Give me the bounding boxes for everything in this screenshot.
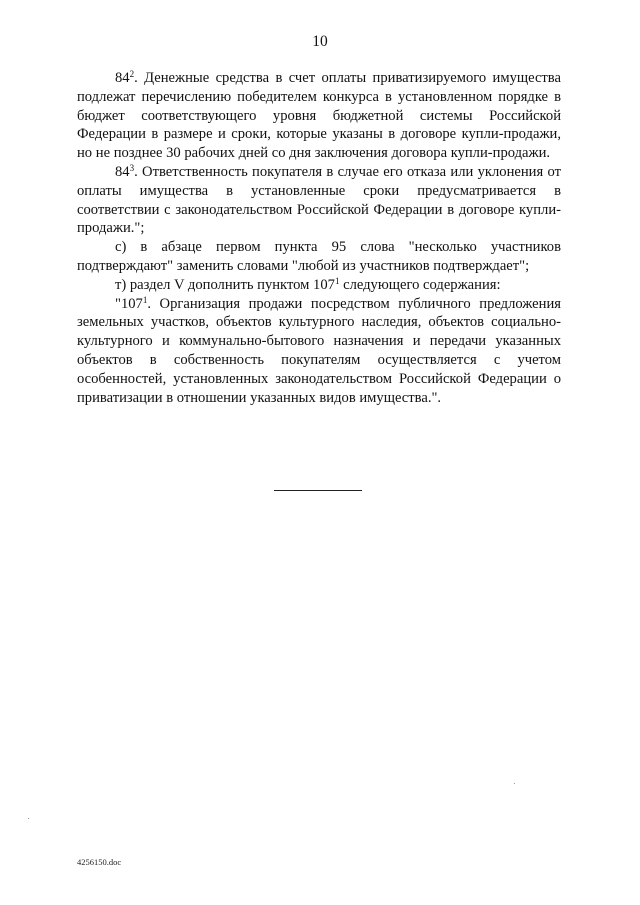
paragraph-text: с) в абзаце первом пункта 95 слова "несколько участников подтверждают" заменить словами "любой из участников подтверждает"; — [77, 239, 561, 274]
paragraph-number: 84 — [115, 70, 130, 86]
paragraph-84-2 — [77, 69, 561, 163]
scan-speck — [514, 783, 515, 784]
superscript-index: 1 — [142, 294, 148, 305]
paragraph-84-3 — [77, 163, 561, 238]
paragraph-item-s — [77, 238, 561, 276]
paragraph-item-t — [77, 276, 561, 295]
superscript-index: 2 — [129, 69, 135, 79]
paragraph-text: . Денежные средства в счет оплаты приватизируемого имущества подлежат перечислению победителем конкурса в установленном порядке в бюджет соответствующего уровня бюджетной системы Российской Федерации в размере и сроки, которые указаны в договоре купли-продажи, но не позднее 30 рабочих дней со дня заключения договора купли-продажи. — [77, 70, 561, 162]
paragraph-number: 84 — [115, 163, 130, 180]
scan-speck — [28, 818, 29, 819]
superscript-index: 3 — [129, 162, 135, 173]
page-number: 10 — [312, 33, 328, 50]
superscript-index: 1 — [334, 275, 340, 286]
end-divider-line — [274, 490, 362, 491]
document-id-footer: 4256150.doc — [77, 857, 122, 867]
paragraph-lead-text: т) раздел V дополнить пунктом 107 — [115, 276, 335, 293]
paragraph-107-1 — [77, 295, 561, 408]
paragraph-text: . Ответственность покупателя в случае его отказа или уклонения от оплаты имущества в установленные сроки предусматривается в соответствии с законодательством Российской Федерации в договоре купли-продажи."; — [77, 163, 561, 237]
paragraph-number: "107 — [115, 295, 143, 312]
paragraph-text: . Организация продажи посредством публичного предложения земельных участков, объектов культурного наследия, объектов социально-культурного и коммунально-бытового назначения и передачи указанных объектов в собственность покупателям осуществляется с учетом особенностей, установленных законодательством Российской Федерации о приватизации в отношении указанных видов имущества.". — [77, 295, 561, 406]
paragraph-text: следующего содержания: — [339, 276, 501, 293]
document-body — [77, 69, 561, 407]
